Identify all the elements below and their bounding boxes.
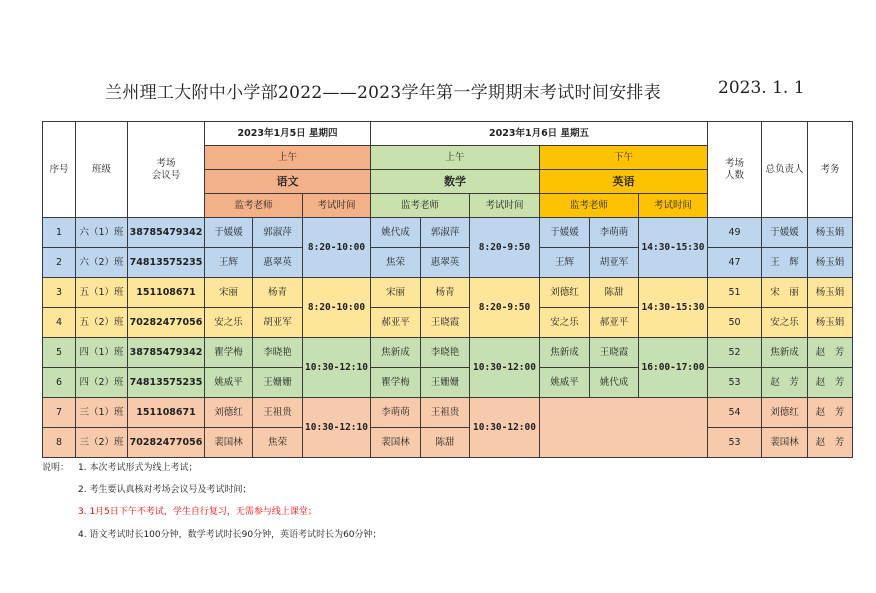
cell-affairs: 赵 芳	[808, 338, 853, 368]
cell-math-invigilator-1: 姚代成	[371, 218, 421, 248]
header-exam-time: 考试时间	[303, 194, 371, 218]
table-row	[43, 428, 853, 458]
cell-affairs: 赵 芳	[808, 368, 853, 398]
cell-chinese-invigilator-1: 于媛媛	[205, 218, 253, 248]
cell-chinese-invigilator-2: 王祖贵	[253, 398, 303, 428]
subject-math: 数学	[371, 170, 540, 194]
cell-english-invigilator-1: 王辉	[540, 248, 590, 278]
cell-affairs: 杨玉娟	[808, 248, 853, 278]
header-affairs: 考务	[808, 122, 853, 218]
cell-math-invigilator-1: 郝亚平	[371, 308, 421, 338]
cell-english-time: 14:30-15:30	[639, 278, 708, 338]
header-invigilator: 监考老师	[540, 194, 639, 218]
cell-class: 三（2）班	[76, 428, 128, 458]
cell-class: 五（1）班	[76, 278, 128, 308]
cell-seq: 4	[43, 308, 76, 338]
cell-count: 52	[708, 338, 762, 368]
table-row	[43, 368, 853, 398]
cell-count: 53	[708, 368, 762, 398]
cell-math-time: 8:20-9:50	[470, 278, 540, 338]
cell-leader: 赵 芳	[762, 368, 808, 398]
cell-chinese-invigilator-2: 郭淑萍	[253, 218, 303, 248]
cell-room: 38785479342	[128, 338, 205, 368]
cell-leader: 焦新成	[762, 338, 808, 368]
header-invigilator: 监考老师	[205, 194, 303, 218]
notes-label: 说明：	[42, 463, 70, 473]
table-row	[43, 248, 853, 278]
cell-chinese-invigilator-1: 裴国林	[205, 428, 253, 458]
subject-english: 英语	[540, 170, 708, 194]
table-row	[43, 398, 853, 428]
cell-chinese-invigilator-1: 安之乐	[205, 308, 253, 338]
cell-class: 六（2）班	[76, 248, 128, 278]
cell-english-invigilator-1: 安之乐	[540, 308, 590, 338]
cell-count: 53	[708, 428, 762, 458]
cell-chinese-invigilator-1: 刘德红	[205, 398, 253, 428]
header-am-chinese: 上午	[205, 146, 371, 170]
cell-math-invigilator-2: 杨青	[421, 278, 470, 308]
cell-seq: 5	[43, 338, 76, 368]
cell-affairs: 赵 芳	[808, 428, 853, 458]
cell-room: 151108671	[128, 398, 205, 428]
cell-chinese-invigilator-2: 胡亚军	[253, 308, 303, 338]
cell-english-time: 16:00-17:00	[639, 338, 708, 398]
cell-math-invigilator-1: 瞿学梅	[371, 368, 421, 398]
cell-chinese-invigilator-1: 瞿学梅	[205, 338, 253, 368]
cell-english-invigilator-1: 姚威平	[540, 368, 590, 398]
header-class: 班级	[76, 122, 128, 218]
header-room: 考场 会议号	[128, 122, 205, 218]
title-date: 2023. 1. 1	[718, 78, 805, 98]
table-row	[43, 338, 853, 368]
cell-chinese-invigilator-2: 惠翠英	[253, 248, 303, 278]
cell-leader: 裴国林	[762, 428, 808, 458]
cell-chinese-time: 10:30-12:10	[303, 398, 371, 458]
cell-seq: 6	[43, 368, 76, 398]
cell-math-invigilator-2: 王祖贵	[421, 398, 470, 428]
cell-math-invigilator-1: 宋丽	[371, 278, 421, 308]
cell-affairs: 杨玉娟	[808, 218, 853, 248]
header-day1: 2023年1月5日 星期四	[205, 122, 371, 146]
cell-room: 151108671	[128, 278, 205, 308]
cell-math-invigilator-1: 焦荣	[371, 248, 421, 278]
cell-chinese-invigilator-2: 焦荣	[253, 428, 303, 458]
cell-leader: 刘德红	[762, 398, 808, 428]
cell-leader: 王 辉	[762, 248, 808, 278]
cell-english-invigilator-1: 于媛媛	[540, 218, 590, 248]
cell-class: 四（1）班	[76, 338, 128, 368]
document-title	[0, 78, 876, 106]
cell-chinese-invigilator-2: 杨青	[253, 278, 303, 308]
cell-math-time: 8:20-9:50	[470, 218, 540, 278]
header-exam-time: 考试时间	[639, 194, 708, 218]
cell-seq: 3	[43, 278, 76, 308]
cell-english-invigilator-1: 刘德红	[540, 278, 590, 308]
note-1: 1. 本次考试形式为线上考试；	[78, 463, 198, 473]
cell-count: 50	[708, 308, 762, 338]
cell-english-empty	[540, 398, 708, 458]
header-invigilator: 监考老师	[371, 194, 470, 218]
cell-chinese-invigilator-2: 李晓艳	[253, 338, 303, 368]
cell-class: 三（1）班	[76, 398, 128, 428]
cell-count: 47	[708, 248, 762, 278]
cell-leader: 安之乐	[762, 308, 808, 338]
cell-math-invigilator-2: 王姗姗	[421, 368, 470, 398]
cell-math-time: 10:30-12:00	[470, 338, 540, 398]
table-row	[43, 308, 853, 338]
title-text: 兰州理工大附中小学部2022——2023学年第一学期期末考试时间安排表	[105, 83, 662, 103]
cell-affairs: 赵 芳	[808, 398, 853, 428]
cell-english-invigilator-2: 胡亚军	[590, 248, 639, 278]
cell-room: 70282477056	[128, 428, 205, 458]
cell-math-invigilator-2: 惠翠英	[421, 248, 470, 278]
cell-count: 49	[708, 218, 762, 248]
note-4: 4. 语文考试时长100分钟，数学考试时长90分钟，英语考试时长为60分钟；	[78, 530, 382, 540]
cell-count: 54	[708, 398, 762, 428]
cell-english-time: 14:30-15:30	[639, 218, 708, 278]
cell-math-invigilator-1: 李萌萌	[371, 398, 421, 428]
cell-room: 74813575235	[128, 368, 205, 398]
cell-chinese-invigilator-1: 姚威平	[205, 368, 253, 398]
cell-english-invigilator-2: 王晓霞	[590, 338, 639, 368]
cell-math-time: 10:30-12:00	[470, 398, 540, 458]
header-day2: 2023年1月6日 星期五	[371, 122, 708, 146]
cell-math-invigilator-2: 郭淑萍	[421, 218, 470, 248]
cell-math-invigilator-1: 裴国林	[371, 428, 421, 458]
cell-count: 51	[708, 278, 762, 308]
header-pm-english: 下午	[540, 146, 708, 170]
cell-chinese-invigilator-2: 王姗姗	[253, 368, 303, 398]
cell-room: 38785479342	[128, 218, 205, 248]
cell-class: 五（2）班	[76, 308, 128, 338]
cell-chinese-time: 8:20-10:00	[303, 278, 371, 338]
cell-math-invigilator-2: 陈甜	[421, 428, 470, 458]
cell-english-invigilator-2: 郝亚平	[590, 308, 639, 338]
cell-math-invigilator-2: 王晓霞	[421, 308, 470, 338]
header-seq: 序号	[43, 122, 76, 218]
cell-affairs: 杨玉娟	[808, 308, 853, 338]
cell-seq: 2	[43, 248, 76, 278]
header-exam-time: 考试时间	[470, 194, 540, 218]
cell-affairs: 杨玉娟	[808, 278, 853, 308]
cell-chinese-time: 8:20-10:00	[303, 218, 371, 278]
cell-chinese-time: 10:30-12:10	[303, 338, 371, 398]
cell-english-invigilator-1: 焦新成	[540, 338, 590, 368]
note-3: 3. 1月5日下午不考试，学生自行复习，无需参与线上课堂；	[78, 507, 317, 517]
cell-math-invigilator-2: 李晓艳	[421, 338, 470, 368]
header-am-math: 上午	[371, 146, 540, 170]
exam-schedule-table	[42, 121, 853, 458]
cell-leader: 宋 丽	[762, 278, 808, 308]
cell-english-invigilator-2: 陈甜	[590, 278, 639, 308]
table-row	[43, 218, 853, 248]
cell-room: 70282477056	[128, 308, 205, 338]
cell-chinese-invigilator-1: 宋丽	[205, 278, 253, 308]
subject-chinese: 语文	[205, 170, 371, 194]
cell-seq: 1	[43, 218, 76, 248]
header-leader: 总负责人	[762, 122, 808, 218]
table-row	[43, 278, 853, 308]
cell-english-invigilator-2: 姚代成	[590, 368, 639, 398]
cell-room: 74813575235	[128, 248, 205, 278]
cell-class: 四（2）班	[76, 368, 128, 398]
cell-leader: 于媛媛	[762, 218, 808, 248]
cell-english-invigilator-2: 李萌萌	[590, 218, 639, 248]
cell-math-invigilator-1: 焦新成	[371, 338, 421, 368]
cell-seq: 7	[43, 398, 76, 428]
header-count: 考场 人数	[708, 122, 762, 218]
note-2: 2. 考生要认真核对考场会议号及考试时间；	[78, 485, 252, 495]
cell-seq: 8	[43, 428, 76, 458]
cell-class: 六（1）班	[76, 218, 128, 248]
cell-chinese-invigilator-1: 王辉	[205, 248, 253, 278]
